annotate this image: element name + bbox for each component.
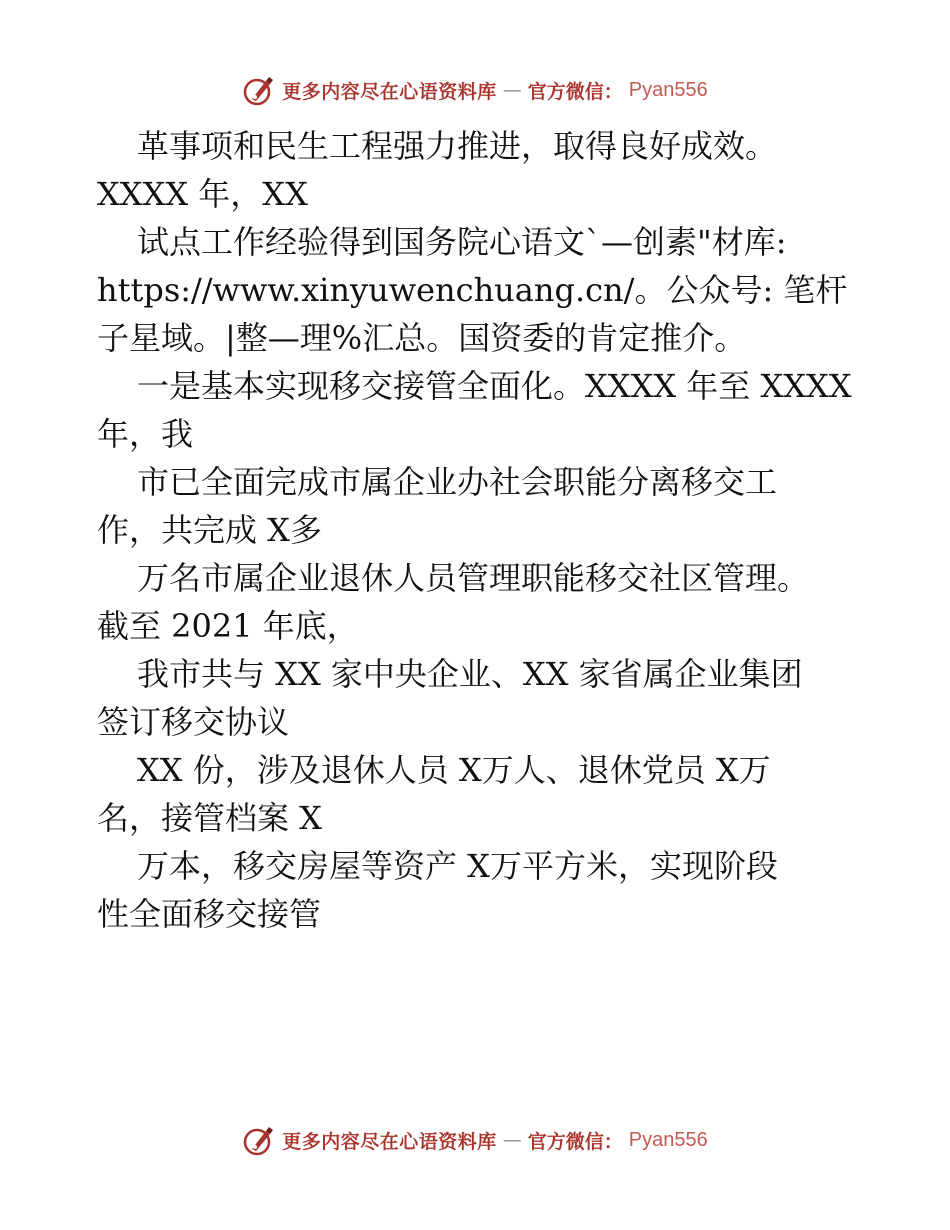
banner-wechat-id: Pyan556 [628,1128,708,1151]
banner-label: 官方微信： [527,80,623,103]
paragraph-line: 市已全面完成市属企业办社会职能分离移交工 [137,463,778,501]
banner-dash: — [502,1129,522,1151]
pen-circle-logo-icon [242,73,276,107]
paragraph-line: https://www.xinyuwenchuang.cn/。公众号: 笔杆 [97,271,848,309]
document-body [97,122,857,938]
banner-main-text: 更多内容尽在心语资料库 [282,80,497,103]
pen-circle-logo-icon [242,1123,276,1157]
banner-label: 官方微信： [527,1130,623,1153]
paragraph-line: 年，我 [97,415,194,453]
paragraph-line: 万名市属企业退休人员管理职能移交社区管理。 [137,559,810,597]
paragraph-line: 签订移交协议 [97,703,290,741]
banner-dash: — [502,79,522,101]
paragraph-line: 性全面移交接管 [97,895,322,933]
banner-wechat-id: Pyan556 [628,78,708,101]
paragraph-line: 名，接管档案 X [97,799,322,837]
paragraph-line: 革事项和民生工程强力推进，取得良好成效。 [137,127,778,165]
footer-banner [0,1118,950,1162]
paragraph-line: 万本，移交房屋等资产 X万平方米，实现阶段 [137,847,778,885]
paragraph-line: 截至 2021 年底， [97,607,359,645]
paragraph-line: 一是基本实现移交接管全面化。XXXX 年至 XXXX [137,367,852,405]
paragraph-line: 我市共与 XX 家中央企业、XX 家省属企业集团 [137,655,803,693]
header-banner [0,68,950,112]
banner-main-text: 更多内容尽在心语资料库 [282,1130,497,1153]
paragraph-line: 试点工作经验得到国务院心语文`—创素"材库: [137,223,787,261]
paragraph-line: XX 份，涉及退休人员 X万人、退休党员 X万 [137,751,771,789]
paragraph-line: 子星域。|整—理%汇总。国资委的肯定推介。 [97,319,747,357]
paragraph-line: XXXX 年，XX [97,175,308,213]
paragraph-line: 作，共完成 X多 [97,511,322,549]
